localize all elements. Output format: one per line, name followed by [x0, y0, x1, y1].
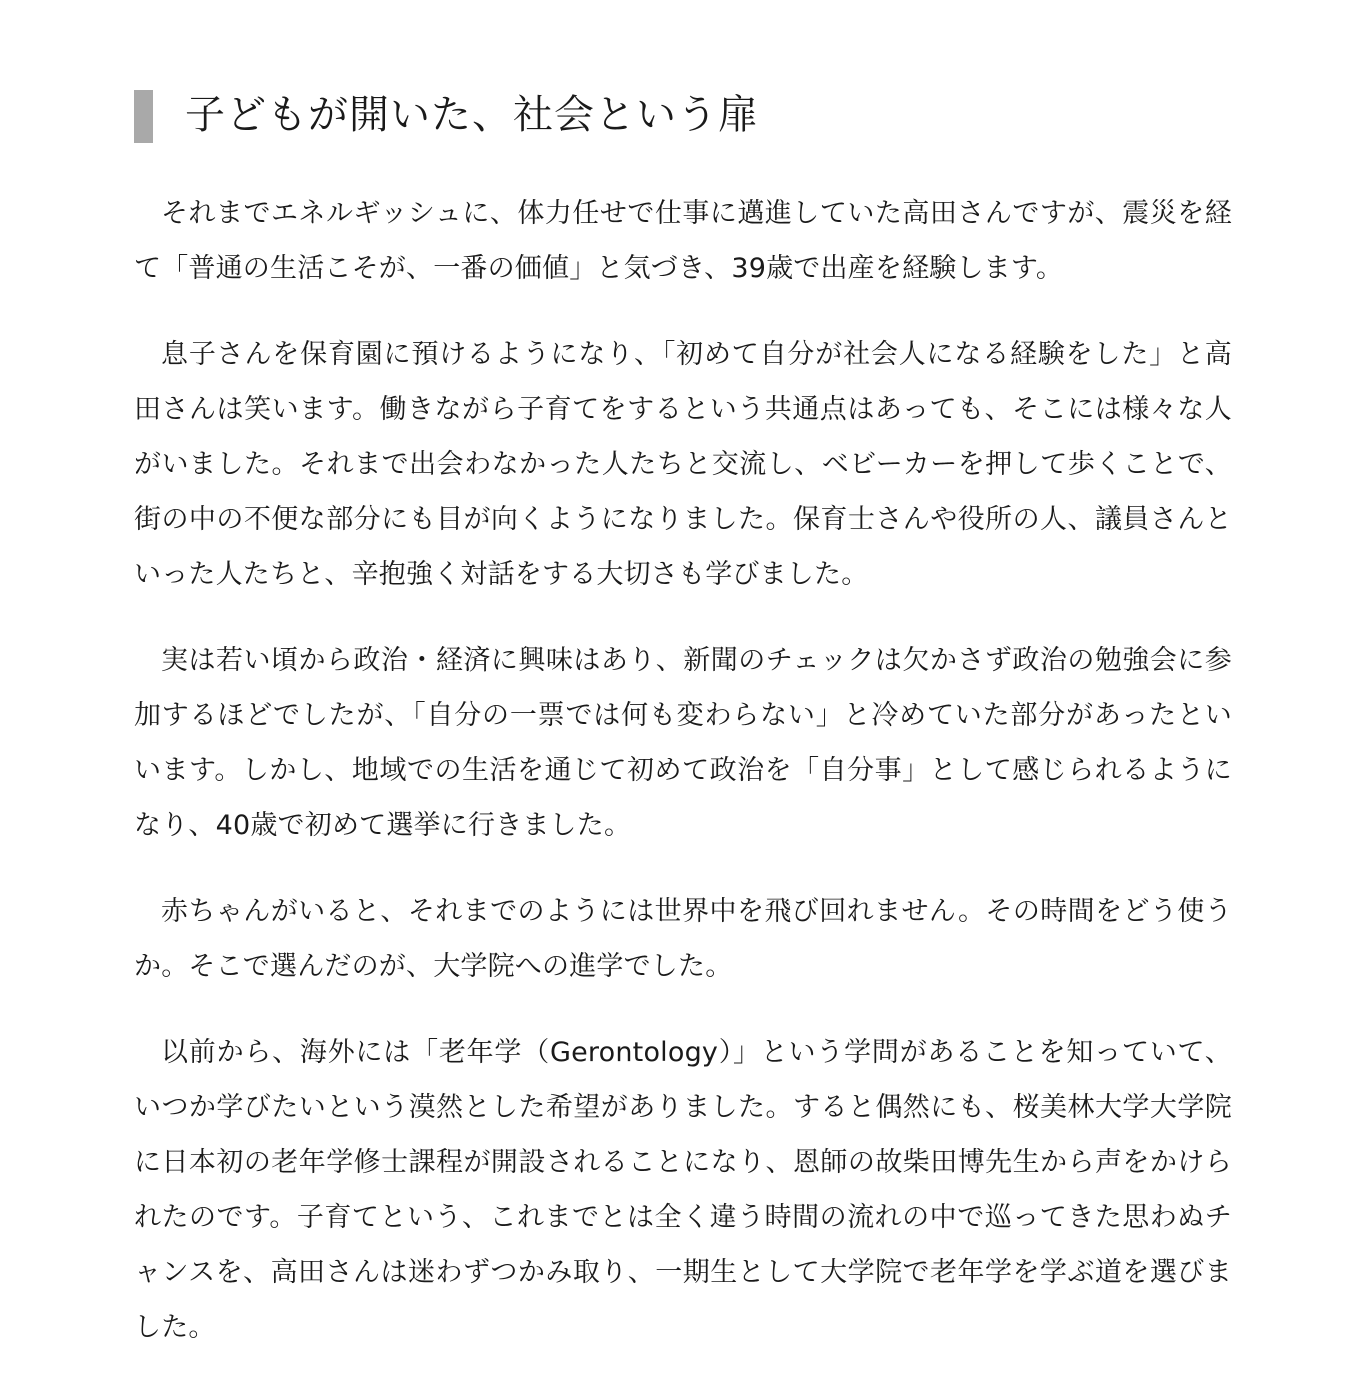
- section-heading: [134, 86, 1232, 144]
- paragraph: 赤ちゃんがいると、それまでのようには世界中を飛び回れません。その時間をどう使うか。そこで選んだのが、大学院への進学でした。: [134, 896, 1232, 982]
- article: [134, 86, 1232, 1355]
- heading-accent-bar: [134, 90, 153, 143]
- paragraph: 実は若い頃から政治・経済に興味はあり、新聞のチェックは欠かさず政治の勉強会に参加するほどでしたが、「自分の一票では何も変わらない」と冷めていた部分があったといいます。しかし、地域での生活を通じて初めて政治を「自分事」として感じられるようになり、40歳で初めて選挙に行きました。: [134, 645, 1232, 841]
- paragraph: それまでエネルギッシュに、体力任せで仕事に邁進していた高田さんですが、震災を経て「普通の生活こそが、一番の価値」と気づき、39歳で出産を経験します。: [134, 198, 1232, 284]
- paragraph: 息子さんを保育園に預けるようになり、「初めて自分が社会人になる経験をした」と高田さんは笑います。働きながら子育てをするという共通点はあっても、そこには様々な人がいました。それまで出会わなかった人たちと交流し、ベビーカーを押して歩くことで、街の中の不便な部分にも目が向くようになりました。保育士さんや役所の人、議員さんといった人たちと、辛抱強く対話をする大切さも学びました。: [134, 339, 1232, 590]
- heading-title: 子どもが開いた、社会という扉: [185, 92, 759, 138]
- paragraph: 以前から、海外には「老年学（Gerontology）」という学問があることを知っていて、いつか学びたいという漠然とした希望がありました。すると偶然にも、桜美林大学大学院に日本初の老年学修士課程が開設されることになり、恩師の故柴田博先生から声をかけられたのです。子育てという、これまでとは全く違う時間の流れの中で巡ってきた思わぬチャンスを、高田さんは迷わずつかみ取り、一期生として大学院で老年学を学ぶ道を選びました。: [134, 1037, 1232, 1343]
